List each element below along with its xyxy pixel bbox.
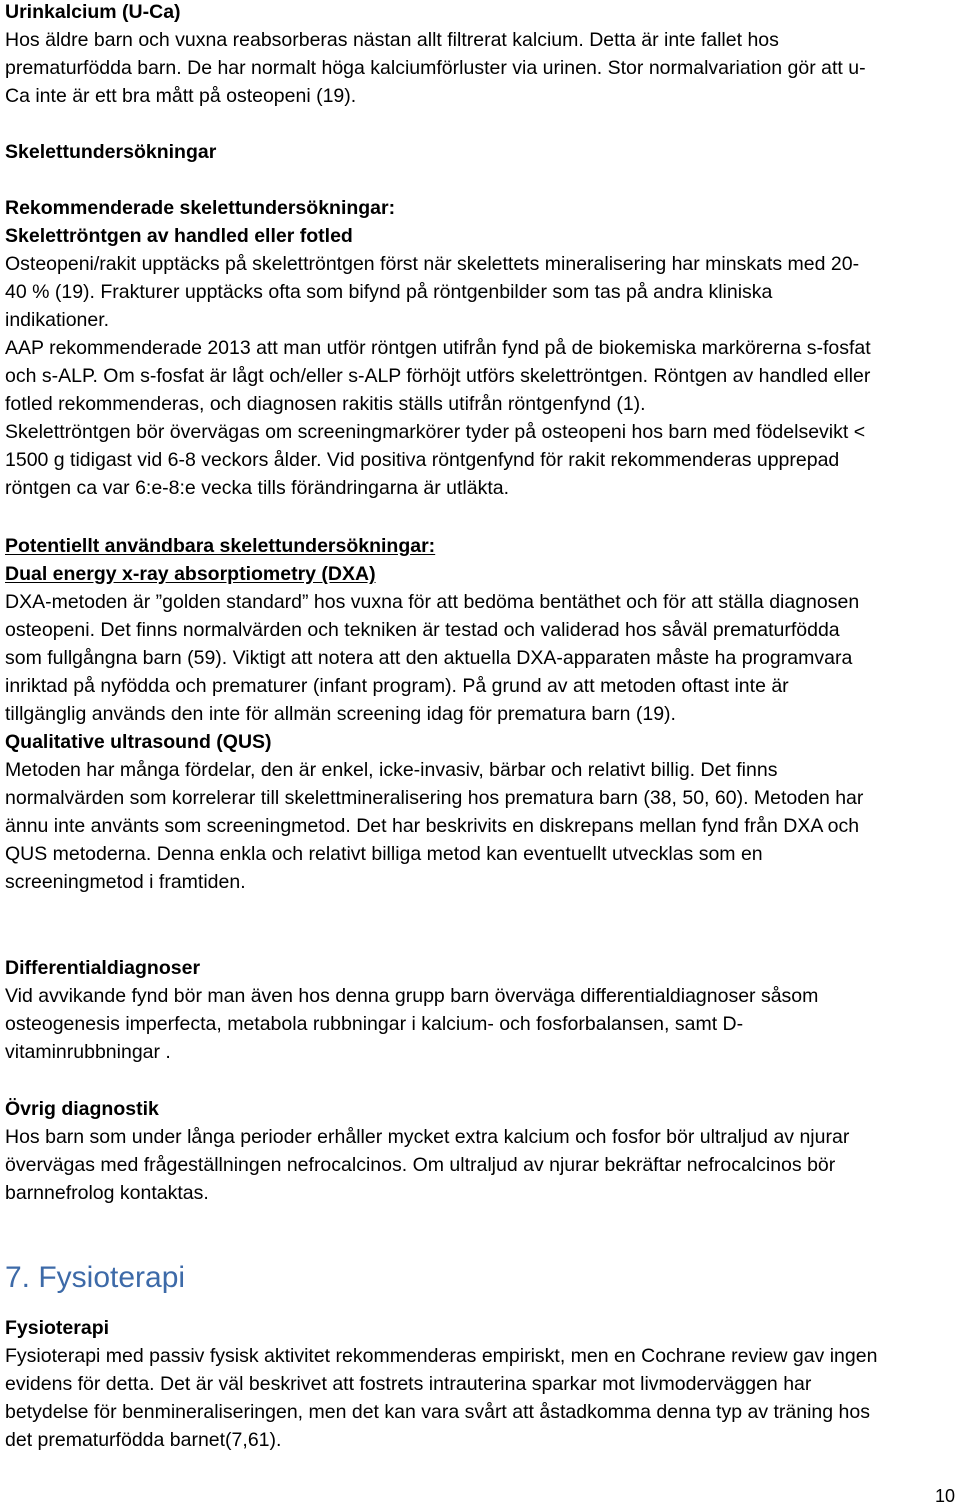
skelett-line: indikationer. (5, 309, 110, 331)
skelett-line: röntgen ca var 6:e-8:e vecka tills förändringarna är utläkta. (5, 477, 510, 499)
skelett-line: AAP rekommenderade 2013 att man utför röntgen utifrån fynd på de biokemiska markörerna s-fosfat (5, 337, 871, 359)
skelett-heading: Skelettundersökningar (5, 141, 217, 163)
dxa-heading: Dual energy x-ray absorptiometry (DXA) (5, 563, 376, 585)
dxa-line: tillgänglig används den inte för allmän screening idag för prematura barn (19). (5, 703, 676, 725)
qus-line: QUS metoderna. Denna enkla och relativt billiga metod kan eventuellt utvecklas som en (5, 843, 763, 865)
dxa-line: DXA-metoden är ”golden standard” hos vuxna för att bedöma bentäthet och för att ställa diagnosen (5, 591, 860, 613)
qus-line: screeningmetod i framtiden. (5, 871, 246, 893)
urinkalcium-line: prematurfödda barn. De har normalt höga kalciumförluster via urinen. Stor normalvariation gör att u- (5, 57, 866, 79)
fysioterapi-heading: Fysioterapi (5, 1317, 110, 1339)
dxa-line: inriktad på nyfödda och prematurer (infant program). På grund av att metoden oftast inte är (5, 675, 789, 697)
dxa-line: som fullgångna barn (59). Viktigt att notera att den aktuella DXA-apparaten måste ha programvara (5, 647, 853, 669)
skelett-line: Skelettröntgen bör övervägas om screeningmarkörer tyder på osteopeni hos barn med födelsevikt < (5, 421, 866, 443)
potentiellt-heading: Potentiellt användbara skelettundersökningar: (5, 535, 436, 557)
ovrig-line: övervägas med frågeställningen nefrocalcinos. Om ultraljud av njurar bekräftar nefrocalcinos bör (5, 1154, 836, 1176)
differential-heading: Differentialdiagnoser (5, 957, 201, 979)
differential-line: osteogenesis imperfecta, metabola rubbningar i kalcium- och fosforbalansen, samt D- (5, 1013, 744, 1035)
skelett-line: Osteopeni/rakit upptäcks på skelettröntgen först när skelettets mineralisering har minskats med 20- (5, 253, 860, 275)
dxa-line: osteopeni. Det finns normalvärden och tekniken är testad och validerad hos såväl prematurfödda (5, 619, 840, 641)
skelett-line: 1500 g tidigast vid 6-8 veckors ålder. Vid positiva röntgenfynd för rakit rekommenderas upprepad (5, 449, 840, 471)
fysioterapi-line: Fysioterapi med passiv fysisk aktivitet rekommenderas empiriskt, men en Cochrane review gav ingen (5, 1345, 878, 1367)
skelett-line: 40 % (19). Frakturer upptäcks ofta som bifynd på röntgenbilder som tas på andra kliniska (5, 281, 773, 303)
ovrig-heading: Övrig diagnostik (5, 1098, 159, 1120)
ovrig-line: barnnefrolog kontaktas. (5, 1182, 209, 1204)
qus-heading: Qualitative ultrasound (QUS) (5, 731, 272, 753)
fysioterapi-line: det prematurfödda barnet(7,61). (5, 1429, 282, 1451)
skelettrontgen-heading: Skelettröntgen av handled eller fotled (5, 225, 353, 247)
qus-line: normalvärden som korrelerar till skelettmineralisering hos prematura barn (38, 50, 60). Metoden har (5, 787, 864, 809)
urinkalcium-line: Hos äldre barn och vuxna reabsorberas nästan allt filtrerat kalcium. Detta är inte fallet hos (5, 29, 779, 51)
qus-line: ännu inte använts som screeningmetod. Det har beskrivits en diskrepans mellan fynd från DXA och (5, 815, 860, 837)
differential-line: vitaminrubbningar . (5, 1041, 171, 1063)
fysioterapi-line: betydelse för benmineraliseringen, men det kan vara svårt att åstadkomma denna typ av träning hos (5, 1401, 870, 1423)
skelett-line: och s-ALP. Om s-fosfat är lågt och/eller s-ALP förhöjt utförs skelettröntgen. Röntgen av handled eller (5, 365, 871, 387)
urinkalcium-line: Ca inte är ett bra mått på osteopeni (19). (5, 85, 357, 107)
differential-line: Vid avvikande fynd bör man även hos denna grupp barn överväga differentialdiagnoser såsom (5, 985, 819, 1007)
section-title-fysioterapi: 7. Fysioterapi (5, 1261, 186, 1294)
page-number: 10 (934, 1486, 955, 1506)
rekommenderade-heading: Rekommenderade skelettundersökningar: (5, 197, 396, 219)
ovrig-line: Hos barn som under långa perioder erhåller mycket extra kalcium och fosfor bör ultraljud av njurar (5, 1126, 850, 1148)
skelett-line: fotled rekommenderas, och diagnosen rakitis ställs utifrån röntgenfynd (1). (5, 393, 646, 415)
fysioterapi-line: evidens för detta. Det är väl beskrivet att fostrets intrauterina sparkar mot livmoderväggen har (5, 1373, 812, 1395)
urinkalcium-heading: Urinkalcium (U-Ca) (5, 1, 181, 23)
qus-line: Metoden har många fördelar, den är enkel, icke-invasiv, bärbar och relativt billig. Det finns (5, 759, 778, 781)
